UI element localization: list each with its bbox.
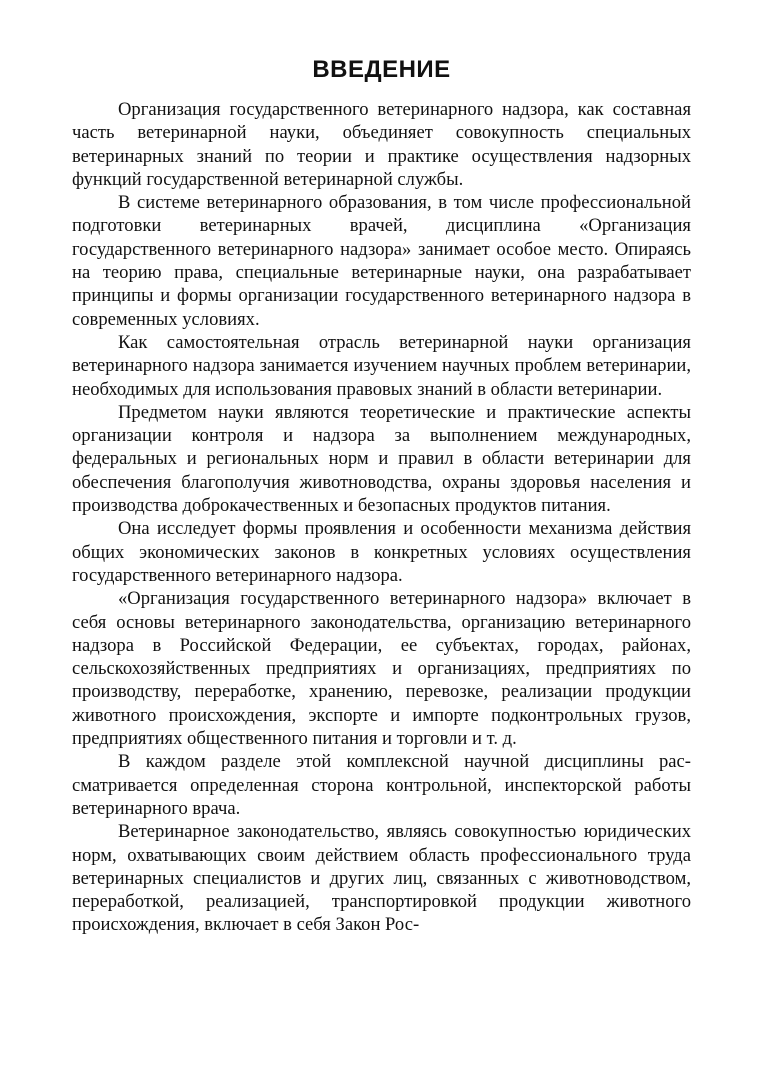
paragraph-6: «Организация государственного ветеринарного надзора» включает в себя основы ветеринарного законодательства, организацию ветеринарного надзора в Российской Федерации, ее субъектах, городах, районах, сельскохозяйственных предприятиях и организациях, предприятиях по производству, переработке, хранению, перевозке, реализации продукции животного происхождения, экспорте и импорте подконтрольных грузов, предприятиях общественного питания и торговли и т. д. — [72, 588, 691, 750]
paragraph-1: Организация государственного ветеринарного надзора, как составная часть ветеринарной науки, объединяет совокупность специальных ветеринарных знаний по теории и практике осуществления надзорных функций государственной ветеринарной службы. — [72, 99, 691, 190]
paragraph-4: Предметом науки являются теоретические и практические аспекты организации контроля и надзора за выполнением международных, федеральных и региональных норм и правил в области ветеринарии для обеспечения благополучия животноводства, охраны здоровья населения и производства доброкачественных и безопасных продуктов питания. — [72, 401, 691, 517]
paragraph-2: В системе ветеринарного образования, в том числе профессиональной подготовки ветеринарных врачей, дисциплина «Организация государственного ветеринарного надзора» занимает особое место. Опираясь на теорию права, специальные ветеринарные науки, она разрабатывает принципы и формы организации государственного ветеринарного надзора в современных условиях. — [72, 192, 691, 330]
paragraph-5: Она исследует формы проявления и особенности механизма действия общих экономических законов в конкретных условиях осуществления государственного ветеринарного надзора. — [72, 518, 691, 586]
paragraph-3: Как самостоятельная отрасль ветеринарной науки организация ветеринарного надзора занимается изучением научных проблем ветеринарии, необходимых для использования правовых знаний в области ветеринарии. — [72, 331, 691, 400]
page-title: ВВЕДЕНИЕ — [312, 56, 451, 83]
paragraph-8: Ветеринарное законодательство, являясь совокупностью юридических норм, охватывающих своим действием область профессионального труда ветеринарных специалистов и других лиц, связанных с животноводством, переработкой, реализацией, транспортировкой продукции животного происхождения, включает в себя Закон Рос- — [72, 821, 691, 936]
document-page — [72, 52, 691, 937]
paragraph-7: В каждом разделе этой комплексной научной дисциплины рассматривается определенная сторона контрольной, инспекторской работы ветеринарного врача. — [72, 751, 691, 819]
